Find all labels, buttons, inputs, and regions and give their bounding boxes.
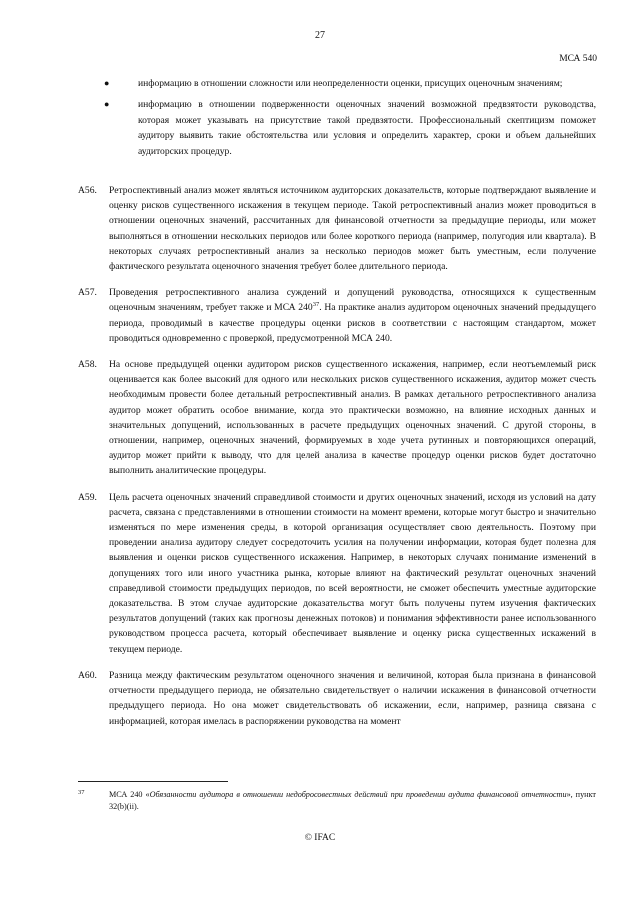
paragraph-text: Разница между фактическим результатом оценочного значения и величиной, которая была признана в финансовой отчетности предыдущего периода, не обязательно свидетельствует о наличии искажения в финансовой отчетности предыдущего периода. Но она может свидетельствовать об искажении, если, например, разница связана с информацией, которая имелась в распоряжении руководства на момент [109,669,596,727]
running-header: МСА 540 [559,54,597,64]
bullet-list [104,76,596,165]
paragraph-number: A57. [78,287,97,299]
paragraph-number: A60. [78,669,97,681]
page-number: 27 [315,30,325,41]
paragraph-text-start: Проведения ретроспективного анализа суждений и допущений руководства, относящихся к существенным оценочным значениям, требует также и МСА 240 [109,287,596,314]
paragraph-number: A59. [78,491,97,503]
bullet-item [104,97,596,159]
paragraph-a60 [78,668,596,729]
copyright-footer: © IFAC [304,833,336,843]
body-paragraphs [78,183,596,740]
paragraph-a57 [78,285,596,346]
footnote-prefix: МСА 240 « [109,790,150,799]
bullet-icon: ● [104,78,110,88]
paragraph-number: A58. [78,359,97,371]
footnote-reference[interactable]: 37 [312,301,320,309]
bullet-text: информацию в отношении подверженности оценочных значений возможной предвзятости руководства, которая может указывать на присутствие такой предвзятости. Профессиональный скептицизм поможет аудитору выявить такие обстоятельства или условия и определить характер, сроки и объем дальнейших аудиторских процедур. [138,99,596,157]
footnote [78,789,596,813]
paragraph-text-end: . На практике анализ аудитором оценочных значений предыдущего периода, проводимый в качестве процедуры оценки рисков в соответствии с настоящим стандартом, может проводиться одновременно с проверкой, предусмотренной МСА 240. [109,302,597,344]
paragraph-a59 [78,490,596,657]
bullet-icon: ● [104,99,110,110]
bullet-item [104,76,596,91]
paragraph-number: A56. [78,185,97,196]
paragraph-a58 [78,357,596,479]
paragraph-text: Цель расчета оценочных значений справедливой стоимости и других оценочных значений, исходя из условий на дату расчета, связана с представлениями в отношении стоимости на момент времени, которые могут быстро и значительно изменяться по мере изменения среды, в которой организация осуществляет свою деятельность. Поэтому при проведении анализа аудитору следует сосредоточить усилия на получении информации, которая будет полезна для выявления и оценки рисков существенного искажения. Например, в некоторых случаях понимание изменений в допущениях того или иного участника рынка, которые влияют на фактический результат оценочных значений справедливой стоимости предыдущих периодов, по всей вероятности, не сможет обеспечить уместные аудиторские доказательства. В этом случае аудиторские доказательства могут быть получены путем изучения фактических результатов допущений (таких как прогнозы денежных потоков) и понимания эффективности ранее использованного руководством процесса расчета, который обеспечивает выявление и оценку риска существенных искажений в текущем периоде. [109,491,596,655]
paragraph-a56 [78,183,596,274]
footnote-number: 37 [78,789,85,796]
paragraph-text: На основе предыдущей оценки аудитором рисков существенного искажения, например, если неотъемлемый риск оценивается как более высокий для одного или нескольких рисков существенного искажения, аудитор может счесть необходимым провести более детальный ретроспективный анализ. В рамках детального ретроспективного анализа аудитор может обратить особое внимание, когда это практически возможно, на влияние исходных данных и значительных допущений, использованных в расчете предыдущих оценочных значений. С другой стороны, в отношении, например, оценочных значений, формируемых в ходе учета рутинных и повторяющихся операций, аудитор может прийти к выводу, что для целей анализа в качестве процедур оценки рисков будет достаточно выполнить аналитические процедуры. [109,359,596,477]
footnote-divider [78,781,228,782]
footnote-title: Обязанности аудитора в отношении недобросовестных действий при проведении аудита финансовой отчетности [149,790,567,799]
footnote-suffix: », пункт 32(b)(ii). [109,790,596,811]
bullet-text: информацию в отношении сложности или неопределенности оценки, присущих оценочным значениям; [138,78,563,89]
paragraph-text: Ретроспективный анализ может являться источником аудиторских доказательств, которые подтверждают выявление и оценку рисков существенного искажения в текущем периоде. Такой ретроспективный анализ может проводиться в отношении оценочных значений, рассчитанных для финансовой отчетности за предыдущие периоды, или может выполняться в отношении нескольких периодов или более короткого периода (например, полугодия или квартала). В некоторых случаях ретроспективный анализ за несколько периодов может быть уместным, если получение фактического результата оценочного значения требует более длительного периода. [109,185,596,273]
footnote-text [78,789,596,813]
paragraph-text [109,287,596,344]
